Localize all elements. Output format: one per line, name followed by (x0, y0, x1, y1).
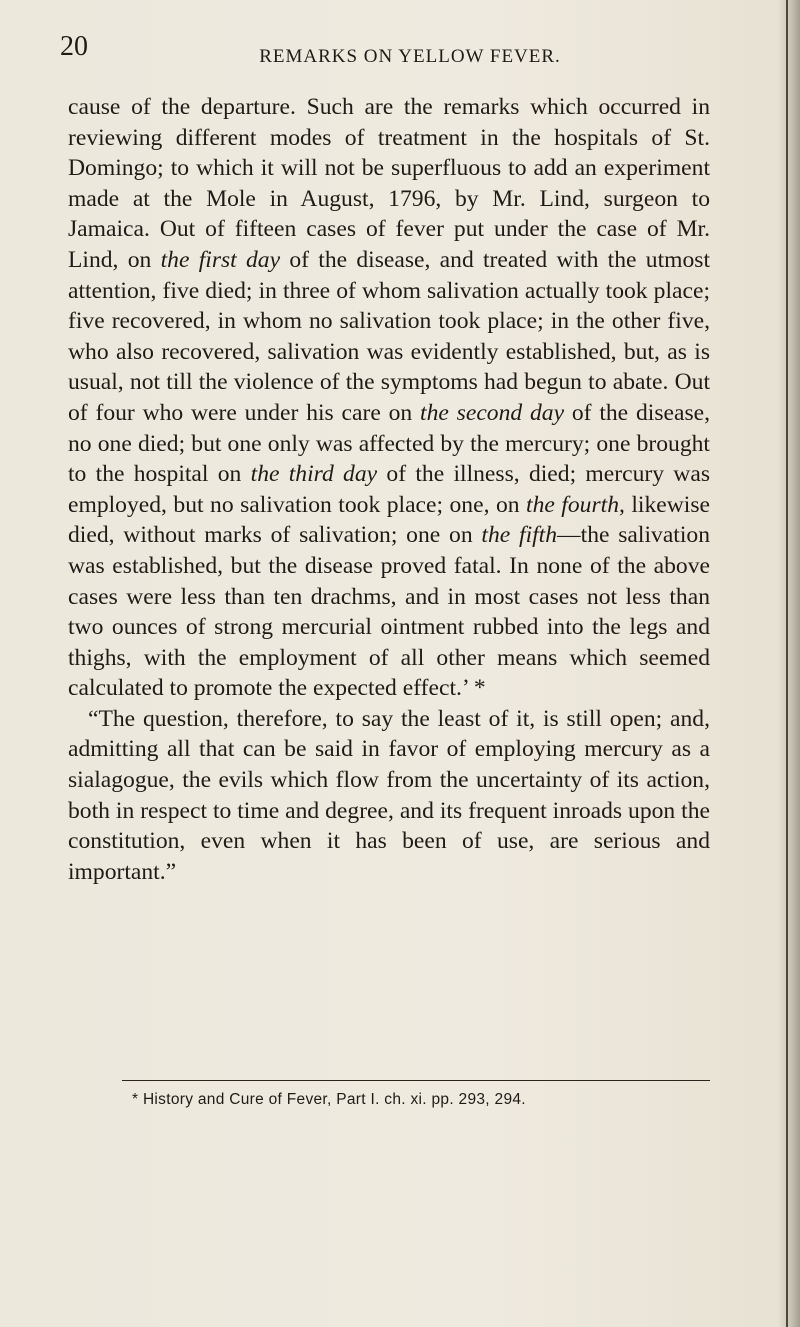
running-head: REMARKS ON YELLOW FEVER. (259, 46, 561, 67)
body-text (68, 92, 710, 887)
italic-phrase: the fifth (481, 522, 558, 549)
text-run: cause of the departure. Such are the remarks which occurred in reviewing different modes of treatment in the hospitals of St. Domingo; to which it will not be superfluous to add an experiment made at the Mole in August, 1796, by Mr. Lind, surgeon to Jamaica. Out of fifteen cases of fever put under the case of Mr. Lind, on (68, 94, 710, 273)
italic-phrase: the third day (250, 461, 378, 488)
italic-phrase: the first day (160, 246, 281, 273)
paragraph-1 (68, 92, 710, 704)
footnote: * History and Cure of Fever, Part I. ch. xi. pp. 293, 294. (132, 1091, 526, 1108)
footnote-rule (122, 1080, 710, 1081)
page-number: 20 (60, 31, 88, 62)
page-binding-shadow (778, 0, 800, 1327)
paragraph-2: “The question, therefore, to say the least of it, is still open; and, admitting all that can be said in favor of employing mercury as a sialagogue, the evils which flow from the uncertainty of its action, both in respect to time and degree, and its frequent inroads upon the constitution, even when it has been of use, are serious and important.” (68, 705, 710, 885)
italic-phrase: the fourth, (526, 491, 625, 518)
page-binding-edge (786, 0, 788, 1327)
italic-phrase: the second day (420, 399, 565, 426)
text-run: of the disease, no one died; but one only was affected by the mercury; one brought to the hospital on (68, 399, 710, 488)
text-run: —the salivation was established, but the disease proved fatal. In none of the above cases were less than ten drachms, and in most cases not less than two ounces of strong mercurial ointment rubbed into the legs and thighs, with the employment of all other means which seemed calculated to promote the expected effect.’ * (68, 522, 710, 702)
text-run: likewise died, without marks of salivation; one on (68, 491, 711, 549)
text-run: of the illness, died; mercury was employed, but no salivation took place; one, on (68, 461, 710, 518)
text-run: of the disease, and treated with the utmost attention, five died; in three of whom salivation actually took place; five recovered, in whom no salivation took place; in the other five, who also recovered, salivation was evidently established, but, as is usual, not till the violence of the symptoms had begun to abate. Out of four who were under his care on (68, 246, 711, 426)
